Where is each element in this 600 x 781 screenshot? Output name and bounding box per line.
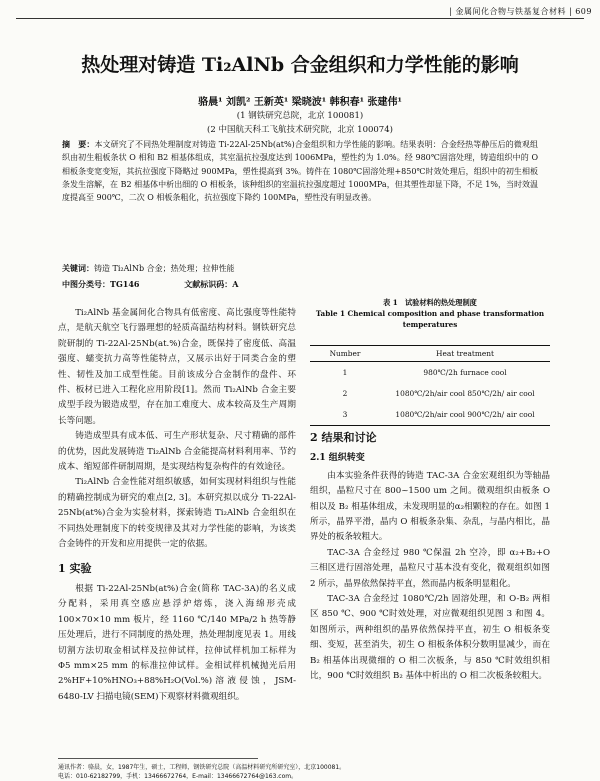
keywords <box>62 263 538 274</box>
table-header-number: Number <box>310 346 380 362</box>
table-cell: 1080℃/2h/air cool 850℃/2h/ air cool <box>395 389 535 398</box>
clc-value: TG146 <box>110 279 140 289</box>
table-caption <box>310 297 550 330</box>
abstract-label: 摘 要： <box>62 140 95 149</box>
heat-treatment-table <box>310 345 550 426</box>
header-rule <box>16 18 584 19</box>
table-header-heat-treatment: Heat treatment <box>380 346 550 362</box>
affiliation-2: (2 中国航天科工飞航技术研究院，北京 100074) <box>207 125 393 135</box>
classification <box>62 279 538 290</box>
doc-code-label: 文献标识码： <box>184 279 233 289</box>
keywords-label: 关键词： <box>62 263 94 273</box>
abstract <box>62 138 538 204</box>
table-cell: 1080℃/2h/air cool 900℃/2h/ air cool <box>380 404 550 426</box>
table-row <box>310 404 550 426</box>
doc-code-value: A <box>232 279 239 289</box>
table-caption-cn: 表 1 试验材料的热处理制度 <box>383 298 477 307</box>
footnote-contact: 电话：010-62182799，手机：13466672764，E-mail：13466672764@163.com。 <box>58 773 298 780</box>
section-2-heading: 2 结果和讨论 <box>310 431 377 444</box>
table-row <box>310 383 550 404</box>
abstract-text: 本文研究了不同热处理制度对铸造 Ti-22Al-25Nb(at%)合金组织和力学性能的影响。结果表明：合金经热等静压后的微观组织由初生粗板条状 O 相和 B2 相基体组成，其室温抗拉强度达到 1006MPa，塑性约为 1.0%。经 980℃固溶处理，铸造组织中的 O 相板条变宽变短，其抗拉强度下降略过 900MPa，塑性提高到 3%。铸件在 1080℃固溶处理+850℃时效处理后，组织中的初生相板条发生溶解，在 B2 相基体中析出细的 O 相板条，该种组织的室温抗拉强度超过 1000MPa，但其塑性却显下降，不足 1%，当时效温度提高至 900℃，二次 O 相板条粗化，抗拉强度下降约 100MPa，塑性没有明显改善。 <box>62 140 539 203</box>
running-head: | 金属间化合物与铁基复合材料 | 609 <box>449 7 592 16</box>
table-cell: 3 <box>310 404 380 426</box>
paper-title: 热处理对铸造 Ti₂AlNb 合金组织和力学性能的影响 <box>81 54 519 76</box>
intro-paragraph: Ti₂AlNb 合金性能对组织敏感，如何实现材料组织与性能的精确控制成为研究的难点[2, 3]。本研究拟以成分 Ti-22Al-25Nb(at%)合金为实验材料，探索铸造 Ti₂AlNb 合金组织在不同热处理制度下的转变规律及其对力学性能的影响，为该类合金铸件的开发和应用提供一定的依据。 <box>58 477 296 550</box>
keywords-text: 铸造 Ti₂AlNb 合金；热处理；拉伸性能 <box>94 264 235 273</box>
author-list: 骆晨¹ 刘凯² 王新英¹ 梁晓波¹ 韩积春¹ 张建伟¹ <box>198 97 402 108</box>
right-column <box>310 430 550 685</box>
left-column <box>58 306 296 705</box>
intro-paragraph: 铸造成型具有成本低、可生产形状复杂、尺寸精确的部件的优势，因此发展铸造 Ti₂AlNb 合金能提高材料利用率、节约成本、缩短部件研制周期，是实现结构复杂构件的有效途径。 <box>58 431 296 473</box>
subsection-2-1-heading: 2.1 组织转变 <box>310 453 365 464</box>
table-cell: 980℃/2h furnace cool <box>423 368 507 377</box>
section-1-heading: 1 实验 <box>58 561 92 575</box>
results-paragraph: TAC-3A 合金经过 1080℃/2h 固溶处理，和 O-B₂ 两相区 850 ℃、900 ℃时效处理，对应微观组织见图 3 和图 4。如图所示，两种组织的晶界依然保持平直，初生 O 相板条变细、变短，甚至消失，初生 O 相板条体积分数明显减少，而在 B₂ 相基体出现微细的 O 相二次板条，与 850 ℃时效组织相比，900 ℃时效组织 B₂ 基体中析出的 O 相二次板条较粗大。 <box>310 594 550 682</box>
table-cell: 1 <box>342 368 348 377</box>
table-row <box>310 362 550 384</box>
table-caption-en: Table 1 Chemical composition and phase transformation temperatures <box>315 309 545 329</box>
results-paragraph: 由本实验条件获得的铸造 TAC-3A 合金宏观组织为等轴晶组织，晶粒尺寸在 800~1500 um 之间。微观组织由板条 O 相以及 B₂ 相基体组成，未发现明显的α₂相颗粒的存在。如图 1 所示，晶界平滑，晶内 O 相板条杂集、杂乱，与晶内相比，晶界处的板条较粗大。 <box>310 470 550 543</box>
results-paragraph: TAC-3A 合金经过 980 ℃保温 2h 空冷，即 α₂+B₂+O 三相区进行固溶处理，晶粒尺寸基本没有变化，微观组织如图 2 所示，晶界依然保持平直，然而晶内板条明显粗化。 <box>310 547 550 589</box>
table-cell: 2 <box>342 389 348 398</box>
footnote-author: 通讯作者：骆晨，女，1987年生，硕士，工程师，钢铁研究总院（高温材料研究所研究室），北京100081。 <box>58 764 346 771</box>
experiment-paragraph: 根据 Ti-22Al-25Nb(at%)合金(简称 TAC-3A)的名义成分配料，采用真空感应悬浮炉熔炼，浇入海绵形壳成 100×70×10 mm 板片，经 1160 ℃/140 MPa/2 h 热等静压处理后，进行不同制度的热处理，热处理制度见表 1。用线切割方法切取金相试样及拉伸试样，拉伸试样机加工标样为 Φ5 mm×25 mm 的标准拉伸试样。金相试样机械抛光后用 2%HF+10%HNO₃+88%H₂O(Vol.%)溶液侵蚀，JSM-6480-LV 扫描电镜(SEM)下观察材料微观组织。 <box>58 583 296 702</box>
intro-paragraph: Ti₂AlNb 基金属间化合物具有低密度、高比强度等性能特点，是航天航空飞行器理想的轻质高温结构材料。钢铁研究总院研制的 Ti-22Al-25Nb(at.%)合金，既保持了密度低、高温强度、蠕变抗力高等性能特点，又展示出好于同类合金的塑性、韧性及加工成型性能。目前该成分合金制作的盘件、环件、板材已进入工程化应用阶段[1]。然而 Ti₂AlNb 合金主要成型手段为锻造成型，存在加工难度大、成本较高及生产周期长等问题。 <box>58 308 296 426</box>
affiliation-1: (1 钢铁研究总院，北京 100081) <box>236 111 364 121</box>
clc-label: 中图分类号： <box>62 279 110 289</box>
footnote-rule <box>58 758 258 759</box>
